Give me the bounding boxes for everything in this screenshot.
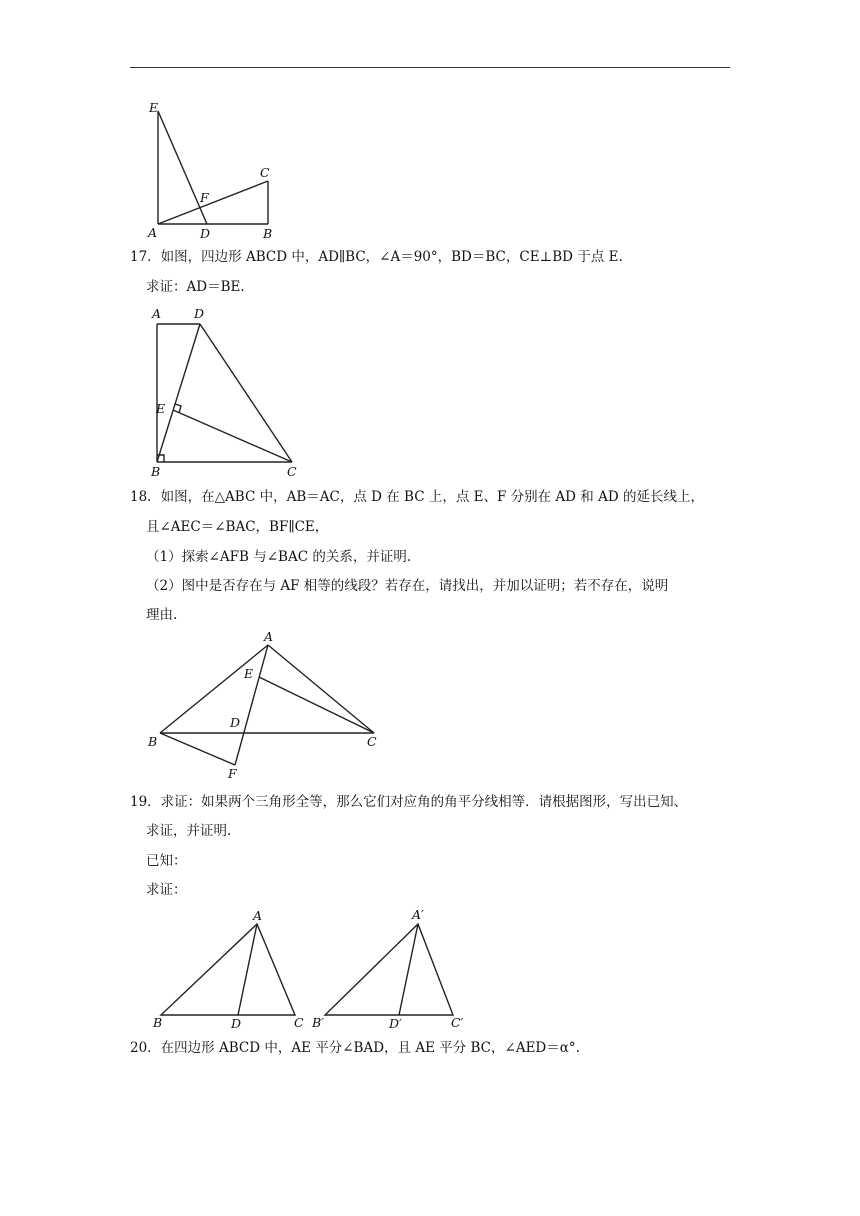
segment-AC	[158, 181, 268, 224]
figure-q19	[145, 905, 485, 1030]
q18-line5: 理由.	[146, 607, 178, 623]
label-E: E	[244, 666, 254, 681]
figure-q18	[140, 628, 390, 783]
label-C: C	[367, 734, 377, 749]
label-A: A	[264, 629, 274, 644]
header-rule	[130, 67, 730, 68]
label-B-prime: B′	[312, 1015, 325, 1030]
q18-line4: （2）图中是否存在与 AF 相等的线段？若存在，请找出，并加以证明；若不存在，说明	[146, 578, 669, 594]
label-D: D	[200, 226, 211, 241]
q19-to-prove: 求证：	[146, 882, 187, 898]
label-B: B	[151, 464, 161, 479]
label-D: D	[230, 715, 241, 730]
q19-line2: 求证，并证明.	[146, 823, 232, 839]
label-D: D	[231, 1016, 242, 1030]
segment-A1D1	[399, 924, 418, 1015]
q18-line2: 且∠AEC＝∠BAC，BF∥CE，	[146, 519, 329, 535]
label-B: B	[148, 734, 158, 749]
label-E: E	[149, 100, 159, 115]
figure-q16	[140, 98, 290, 243]
segment-ED	[158, 111, 207, 224]
label-B: B	[153, 1015, 163, 1030]
label-C: C	[287, 464, 297, 479]
label-A: A	[253, 908, 263, 923]
label-A: A	[148, 225, 158, 240]
label-A: A	[152, 306, 162, 321]
q18-line1: 18．如图，在△ABC 中，AB＝AC，点 D 在 BC 上，点 E、F 分别在 AD 和 AD 的延长线上，	[130, 489, 704, 505]
segment-AF	[235, 645, 268, 765]
label-F: F	[228, 766, 237, 781]
segment-BF	[160, 733, 235, 765]
label-D: D	[194, 306, 205, 321]
q18-line3: （1）探索∠AFB 与∠BAC 的关系，并证明.	[146, 549, 412, 565]
triangle-A1B1C1-outline	[325, 924, 453, 1015]
label-C-prime: C′	[451, 1015, 464, 1030]
label-C: C	[294, 1015, 304, 1030]
label-F: F	[200, 190, 209, 205]
q19-line1: 19．求证：如果两个三角形全等，那么它们对应角的角平分线相等．请根据图形，写出已知、	[130, 794, 688, 810]
q19-given: 已知：	[146, 853, 187, 869]
label-B: B	[263, 226, 273, 241]
triangle-ABC-outline	[161, 924, 295, 1015]
triangle-ABC	[152, 908, 304, 1030]
triangle-A1B1C1	[311, 907, 464, 1030]
label-D-prime: D′	[389, 1016, 402, 1030]
q17-prove: 求证：AD＝BE.	[146, 279, 245, 295]
segment-AD	[238, 924, 257, 1015]
segment-AB	[160, 645, 268, 733]
label-C: C	[260, 165, 270, 180]
q20-statement: 20．在四边形 ABCD 中，AE 平分∠BAD，且 AE 平分 BC，∠AED＝α°.	[130, 1040, 580, 1056]
label-E: E	[156, 401, 166, 416]
label-A-prime: A′	[412, 907, 424, 922]
segment-BD	[157, 324, 200, 462]
figure-q17	[145, 305, 310, 480]
q17-statement: 17．如图，四边形 ABCD 中，AD∥BC，∠A＝90°，BD＝BC，CE⊥BD 于点 E.	[130, 249, 623, 265]
